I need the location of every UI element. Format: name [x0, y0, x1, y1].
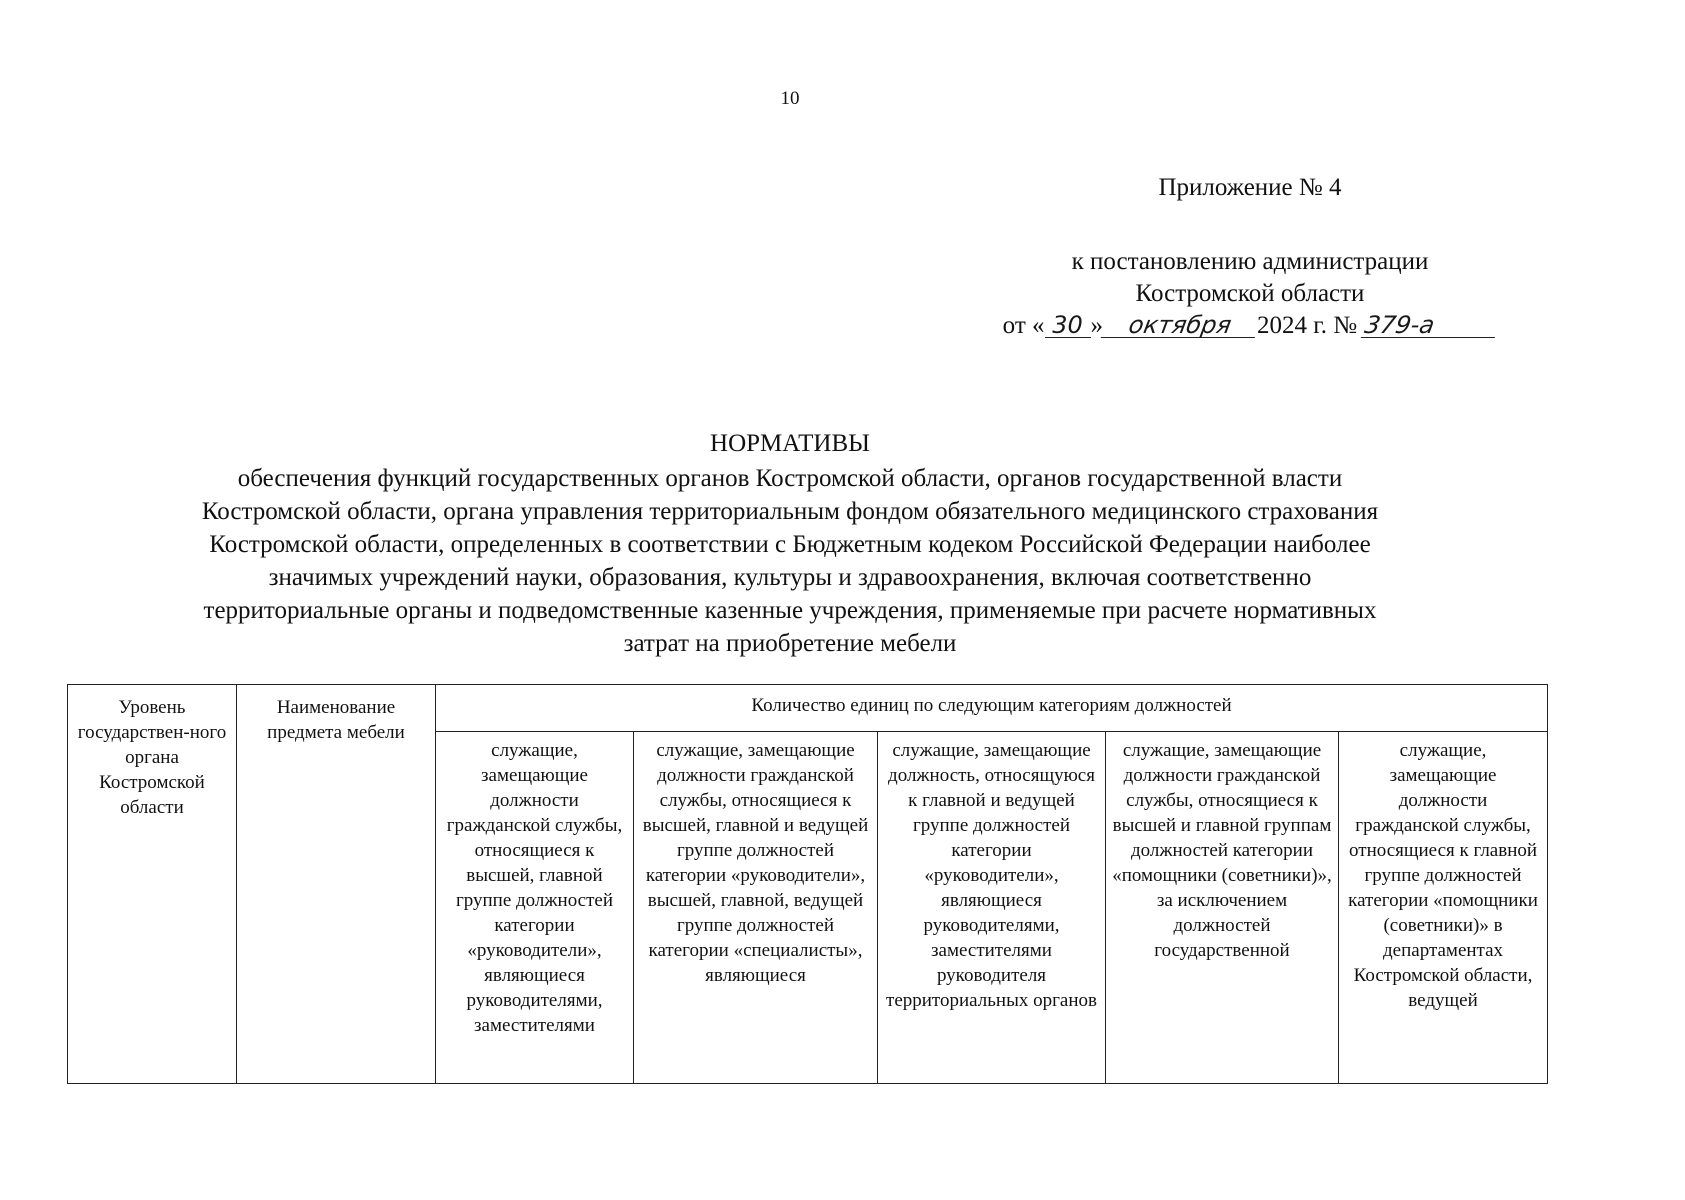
- subtitle-line: Костромской области, определенных в соответствии с Бюджетным кодеком Российской Федерации наиболее: [209, 531, 1371, 558]
- header-government-level: Уровень государствен-ного органа Костромской области: [68, 685, 237, 1084]
- decree-reference: [1000, 246, 1500, 342]
- decree-date-line: [1000, 310, 1500, 342]
- header-position-categories: Количество единиц по следующим категориям должностей: [436, 685, 1548, 732]
- page-number: 10: [780, 88, 800, 109]
- header-category-3: служащие, замещающие должность, относящуюся к главной и ведущей группе должностей категории «руководители», являющиеся руководителями, заместителями руководителя территориальных органов: [878, 732, 1106, 1084]
- decree-line-2: Костромской области: [1135, 280, 1365, 307]
- header-category-2: служащие, замещающие должности гражданской службы, относящиеся к высшей, главной и ведущей группе должностей категории «руководители», высшей, главной, ведущей группе должностей категории «специалисты», являющиеся: [634, 732, 878, 1084]
- decree-number-handwritten: 379-а: [1361, 313, 1499, 338]
- header-furniture-item: Наименование предмета мебели: [237, 685, 436, 1084]
- furniture-norms-table: [67, 684, 1548, 1084]
- header-category-1: служащие, замещающие должности гражданской службы, относящиеся к высшей, главной группе должностей категории «руководители», являющиеся руководителями, заместителями: [436, 732, 634, 1084]
- appendix-title: Приложение № 4: [1158, 174, 1342, 201]
- header-category-4: служащие, замещающие должности гражданской службы, относящиеся к высшей и главной группам должностей категории «помощники (советники)», за исключением должностей государственной: [1106, 732, 1339, 1084]
- decree-day-handwritten: 30: [1045, 313, 1091, 338]
- subtitle-line: территориальные органы и подведомственные казенные учреждения, применяемые при расчете нормативных: [203, 597, 1377, 624]
- subtitle-line: затрат на приобретение мебели: [623, 630, 957, 657]
- subtitle-line: значимых учреждений науки, образования, культуры и здравоохранения, включая соответственно: [268, 564, 1312, 591]
- subtitle-line: Костромской области, органа управления территориальным фондом обязательного медицинского страхования: [201, 498, 1379, 525]
- decree-year: 2024 г. №: [1257, 312, 1358, 339]
- document-subtitle: [110, 462, 1470, 660]
- header-category-5: служащие, замещающие должности гражданской службы, относящиеся к главной группе должностей категории «помощники (советники)» в департаментах Костромской области, ведущей: [1339, 732, 1548, 1084]
- document-heading: НОРМАТИВЫ: [710, 430, 870, 457]
- subtitle-line: обеспечения функций государственных органов Костромской области, органов государственной власти: [237, 465, 1343, 492]
- decree-line-1: к постановлению администрации: [1071, 248, 1429, 275]
- decree-month-handwritten: октября: [1101, 313, 1259, 338]
- decree-date-prefix: от «: [1002, 312, 1045, 339]
- decree-date-mid: »: [1090, 312, 1104, 339]
